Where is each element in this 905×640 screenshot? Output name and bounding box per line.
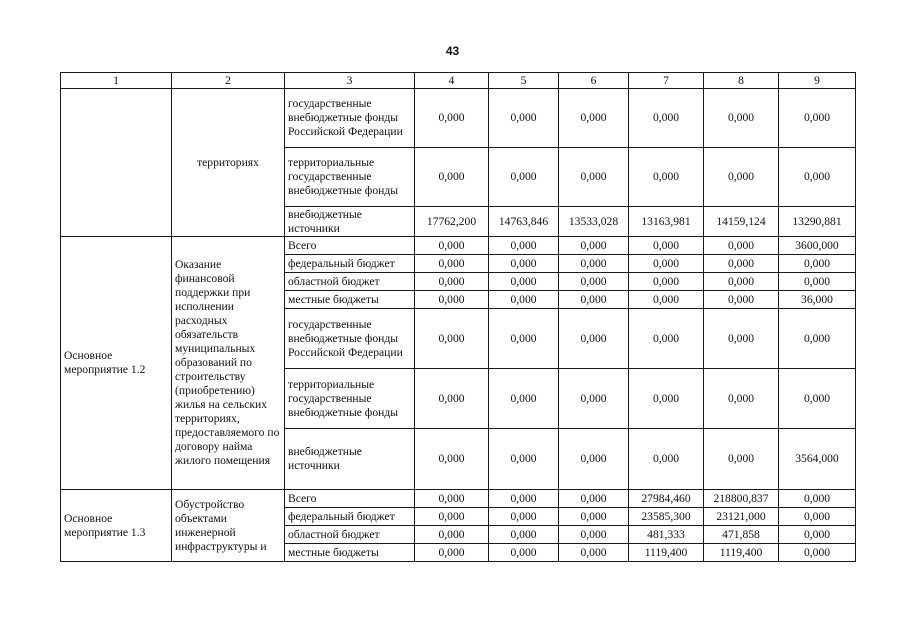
source-cell: Всего [285, 490, 415, 508]
value-cell: 0,000 [489, 148, 559, 207]
value-cell: 0,000 [629, 273, 704, 291]
value-cell: 3600,000 [779, 237, 856, 255]
value-cell: 1119,400 [629, 544, 704, 562]
source-cell: государственные внебюджетные фонды Российской Федерации [285, 309, 415, 369]
value-cell: 0,000 [559, 526, 629, 544]
value-cell: 0,000 [489, 369, 559, 429]
value-cell: 0,000 [489, 89, 559, 148]
header-cell: 6 [559, 73, 629, 89]
value-cell: 0,000 [489, 237, 559, 255]
value-cell: 0,000 [704, 309, 779, 369]
value-cell: 0,000 [559, 273, 629, 291]
value-cell: 1119,400 [704, 544, 779, 562]
measure-cell: Основное мероприятие 1.3 [61, 490, 172, 562]
value-cell: 0,000 [559, 148, 629, 207]
value-cell: 0,000 [559, 490, 629, 508]
table-row [61, 490, 856, 508]
value-cell: 14763,846 [489, 207, 559, 237]
value-cell: 0,000 [704, 369, 779, 429]
value-cell: 0,000 [779, 369, 856, 429]
source-cell: территориальные государственные внебюджетные фонды [285, 369, 415, 429]
value-cell: 0,000 [489, 544, 559, 562]
source-cell: территориальные государственные внебюджетные фонды [285, 148, 415, 207]
value-cell: 36,000 [779, 291, 856, 309]
value-cell: 0,000 [704, 89, 779, 148]
header-cell: 2 [172, 73, 285, 89]
value-cell: 0,000 [629, 291, 704, 309]
value-cell: 0,000 [415, 255, 489, 273]
measure-cell [61, 89, 172, 237]
value-cell: 0,000 [779, 148, 856, 207]
value-cell: 0,000 [489, 526, 559, 544]
header-cell: 7 [629, 73, 704, 89]
header-cell: 1 [61, 73, 172, 89]
value-cell: 0,000 [559, 369, 629, 429]
value-cell: 0,000 [629, 148, 704, 207]
value-cell: 0,000 [559, 89, 629, 148]
value-cell: 0,000 [704, 429, 779, 490]
header-cell: 8 [704, 73, 779, 89]
value-cell: 0,000 [415, 490, 489, 508]
value-cell: 0,000 [779, 255, 856, 273]
value-cell: 23585,300 [629, 508, 704, 526]
value-cell: 0,000 [415, 148, 489, 207]
page-number: 43 [445, 44, 460, 58]
value-cell: 0,000 [779, 508, 856, 526]
value-cell: 0,000 [415, 369, 489, 429]
value-cell: 0,000 [415, 309, 489, 369]
table-row [61, 237, 856, 255]
value-cell: 0,000 [489, 255, 559, 273]
header-cell: 3 [285, 73, 415, 89]
value-cell: 0,000 [704, 273, 779, 291]
value-cell: 0,000 [704, 255, 779, 273]
source-cell: местные бюджеты [285, 291, 415, 309]
source-cell: местные бюджеты [285, 544, 415, 562]
value-cell: 0,000 [779, 309, 856, 369]
value-cell: 0,000 [415, 273, 489, 291]
value-cell: 0,000 [559, 237, 629, 255]
value-cell: 0,000 [779, 526, 856, 544]
value-cell: 13533,028 [559, 207, 629, 237]
value-cell: 0,000 [559, 429, 629, 490]
value-cell: 27984,460 [629, 490, 704, 508]
value-cell: 0,000 [559, 309, 629, 369]
value-cell: 0,000 [489, 429, 559, 490]
value-cell: 0,000 [489, 291, 559, 309]
value-cell: 3564,000 [779, 429, 856, 490]
value-cell: 0,000 [559, 291, 629, 309]
source-cell: областной бюджет [285, 526, 415, 544]
value-cell: 0,000 [415, 291, 489, 309]
value-cell: 0,000 [559, 544, 629, 562]
value-cell: 0,000 [489, 508, 559, 526]
value-cell: 17762,200 [415, 207, 489, 237]
value-cell: 471,858 [704, 526, 779, 544]
value-cell: 0,000 [779, 273, 856, 291]
measure-name-cell: Обустройство объектами инженерной инфраструктуры и [172, 490, 285, 562]
value-cell: 0,000 [704, 291, 779, 309]
source-cell: Всего [285, 237, 415, 255]
budget-table [60, 72, 856, 562]
value-cell: 0,000 [415, 89, 489, 148]
value-cell: 0,000 [779, 544, 856, 562]
header-cell: 5 [489, 73, 559, 89]
value-cell: 14159,124 [704, 207, 779, 237]
value-cell: 0,000 [415, 544, 489, 562]
measure-name-cell: Оказание финансовой поддержки при исполнении расходных обязательств муниципальных образований по строительству (приобретению) жилья на сельских территориях, предоставляемого по договору найма жилого помещения [172, 237, 285, 490]
source-cell: внебюджетные источники [285, 207, 415, 237]
value-cell: 0,000 [704, 237, 779, 255]
value-cell: 0,000 [415, 237, 489, 255]
value-cell: 481,333 [629, 526, 704, 544]
header-cell: 9 [779, 73, 856, 89]
value-cell: 0,000 [489, 309, 559, 369]
value-cell: 0,000 [629, 237, 704, 255]
value-cell: 0,000 [415, 429, 489, 490]
value-cell: 0,000 [779, 490, 856, 508]
source-cell: внебюджетные источники [285, 429, 415, 490]
header-cell: 4 [415, 73, 489, 89]
table-row [61, 89, 856, 148]
value-cell: 0,000 [629, 429, 704, 490]
value-cell: 13163,981 [629, 207, 704, 237]
value-cell: 0,000 [779, 89, 856, 148]
value-cell: 0,000 [629, 255, 704, 273]
value-cell: 13290,881 [779, 207, 856, 237]
value-cell: 218800,837 [704, 490, 779, 508]
value-cell: 0,000 [415, 526, 489, 544]
source-cell: областной бюджет [285, 273, 415, 291]
value-cell: 0,000 [629, 309, 704, 369]
measure-name-cell: территориях [172, 89, 285, 237]
value-cell: 0,000 [704, 148, 779, 207]
value-cell: 0,000 [559, 508, 629, 526]
value-cell: 0,000 [629, 369, 704, 429]
value-cell: 0,000 [489, 273, 559, 291]
value-cell: 0,000 [559, 255, 629, 273]
measure-cell: Основное мероприятие 1.2 [61, 237, 172, 490]
header-row [61, 73, 856, 89]
source-cell: государственные внебюджетные фонды Российской Федерации [285, 89, 415, 148]
source-cell: федеральный бюджет [285, 508, 415, 526]
value-cell: 0,000 [415, 508, 489, 526]
source-cell: федеральный бюджет [285, 255, 415, 273]
value-cell: 0,000 [489, 490, 559, 508]
value-cell: 23121,000 [704, 508, 779, 526]
value-cell: 0,000 [629, 89, 704, 148]
